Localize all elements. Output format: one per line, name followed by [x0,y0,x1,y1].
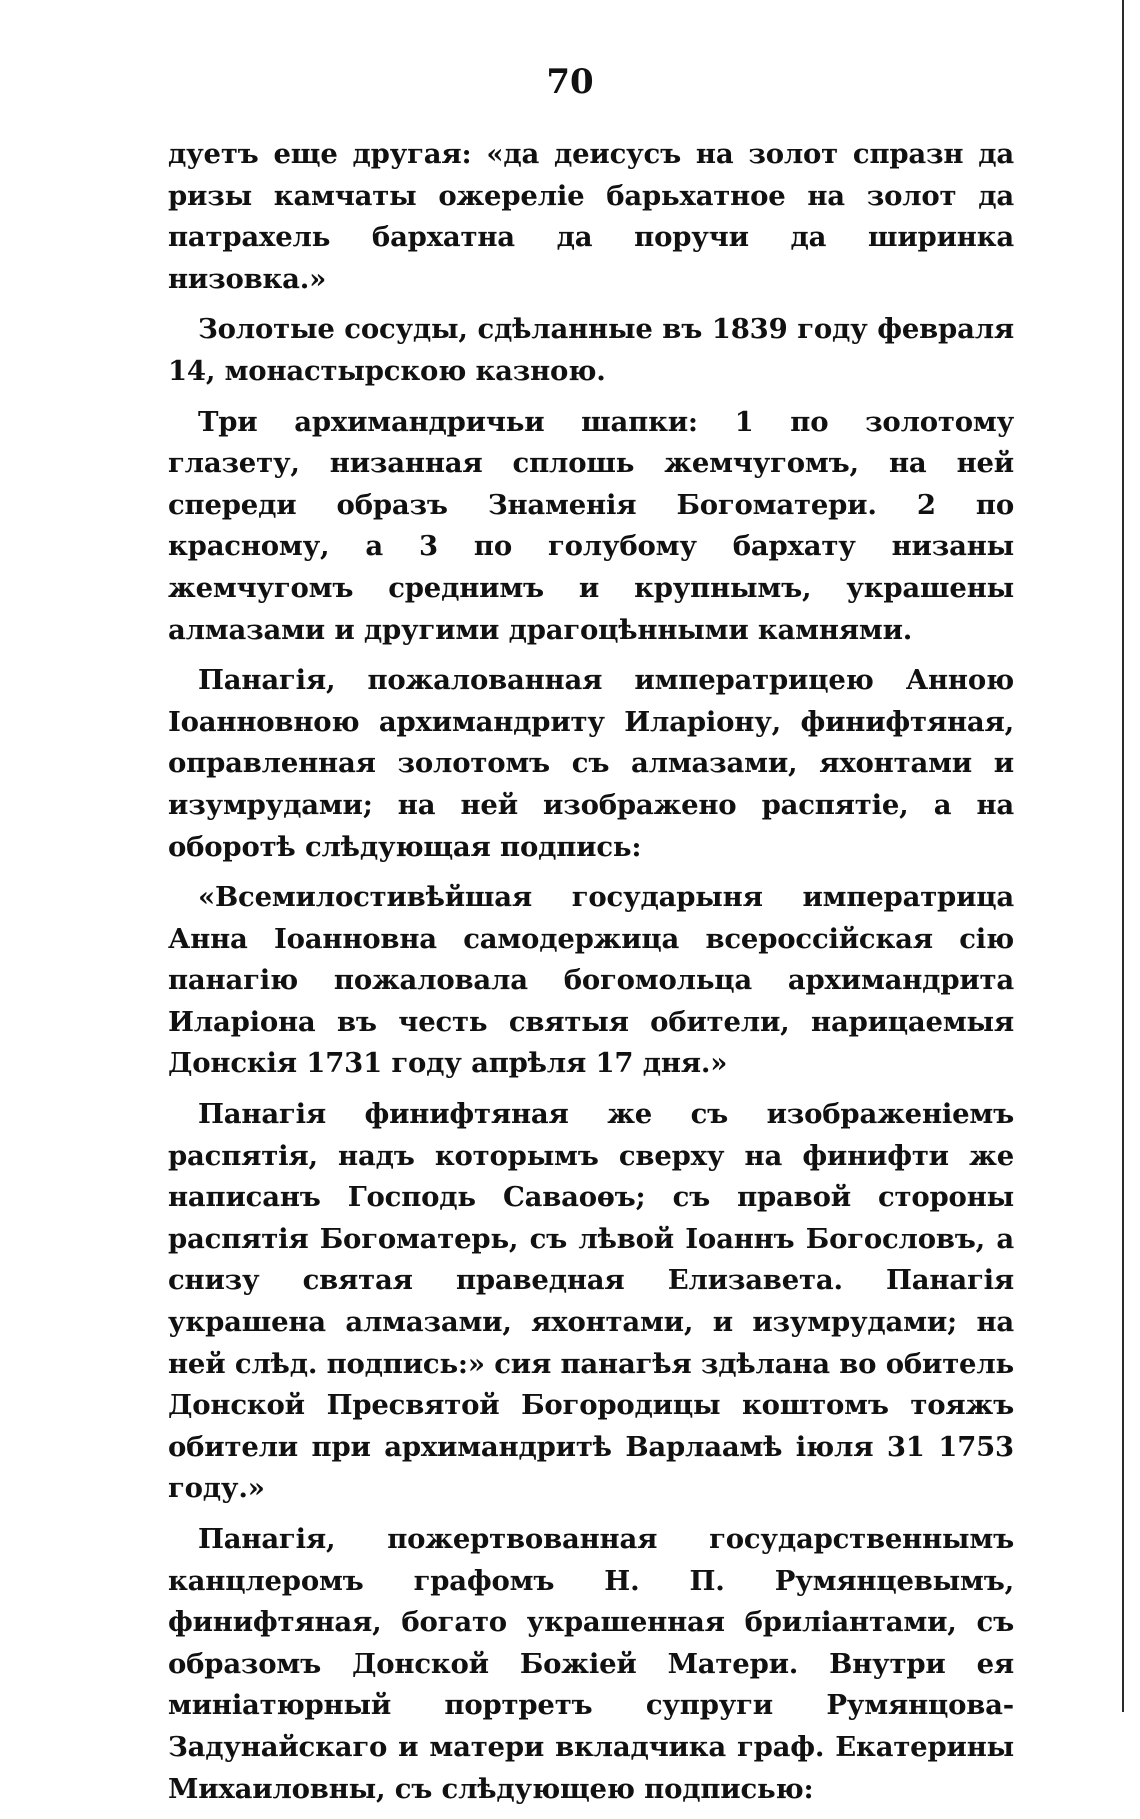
page-edge-line [1122,0,1124,1712]
paragraph-2: Золотые сосуды, сдѣланные въ 1839 году февраля 14, монастырскою казною. [168,313,1014,387]
paragraph-7: Панагія, пожертвованная государственнымъ канцлеромъ графомъ Н. П. Румянцевымъ, финифтяная, богато украшенная бриліантами, съ образомъ Донской Божіей Матери. Внутри ея миніатюрный портретъ супруги Румянцова-Задунайскаго и матери вкладчика граф. Екатерины Михаиловны, съ слѣдующею подписью: [168,1523,1014,1805]
body-text [168,134,1014,1819]
paragraph-5-quote: «Всемилостивѣйшая государыня императрица Анна Іоанновна самодержица всероссійская сію панагію пожаловала богомольца архимандрита Иларіона въ честь святыя обители, нарицаемыя Донскія 1731 году апрѣля 17 дня.» [168,881,1014,1080]
page-number: 70 [546,62,594,102]
paragraph-4: Панагія, пожалованная императрицею Анною Іоанновною архимандриту Иларіону, финифтяная, оправленная золотомъ съ алмазами, яхонтами и изумрудами; на ней изображено распятіе, а на оборотѣ слѣдующая подпись: [168,664,1014,863]
paragraph-6: Панагія финифтяная же съ изображеніемъ распятія, надъ которымъ сверху на финифти же написанъ Господь Саваоѳъ; съ правой стороны распятія Богоматерь, съ лѣвой Іоаннъ Богословъ, а снизу святая праведная Елизавета. Панагія украшена алмазами, яхонтами, и изумрудами; на ней слѣд. подпись:» сия панагѣя здѣлана во обитель Донской Пресвятой Богородицы коштомъ тояжъ обители при архимандритѣ Варлаамѣ іюля 31 1753 году.» [168,1098,1014,1505]
paragraph-3: Три архимандричьи шапки: 1 по золотому глазету, низанная сплошь жемчугомъ, на ней спереди образъ Знаменія Богоматери. 2 по красному, а 3 по голубому бархату низаны жемчугомъ среднимъ и крупнымъ, украшены алмазами и другими драгоцѣнными камнями. [168,405,1014,646]
paragraph-1: дуетъ еще другая: «да деисусъ на золот спразн да ризы камчаты ожереліе барьхатное на золот да патрахель бархатна да поручи да ширинка низовка.» [168,138,1014,295]
